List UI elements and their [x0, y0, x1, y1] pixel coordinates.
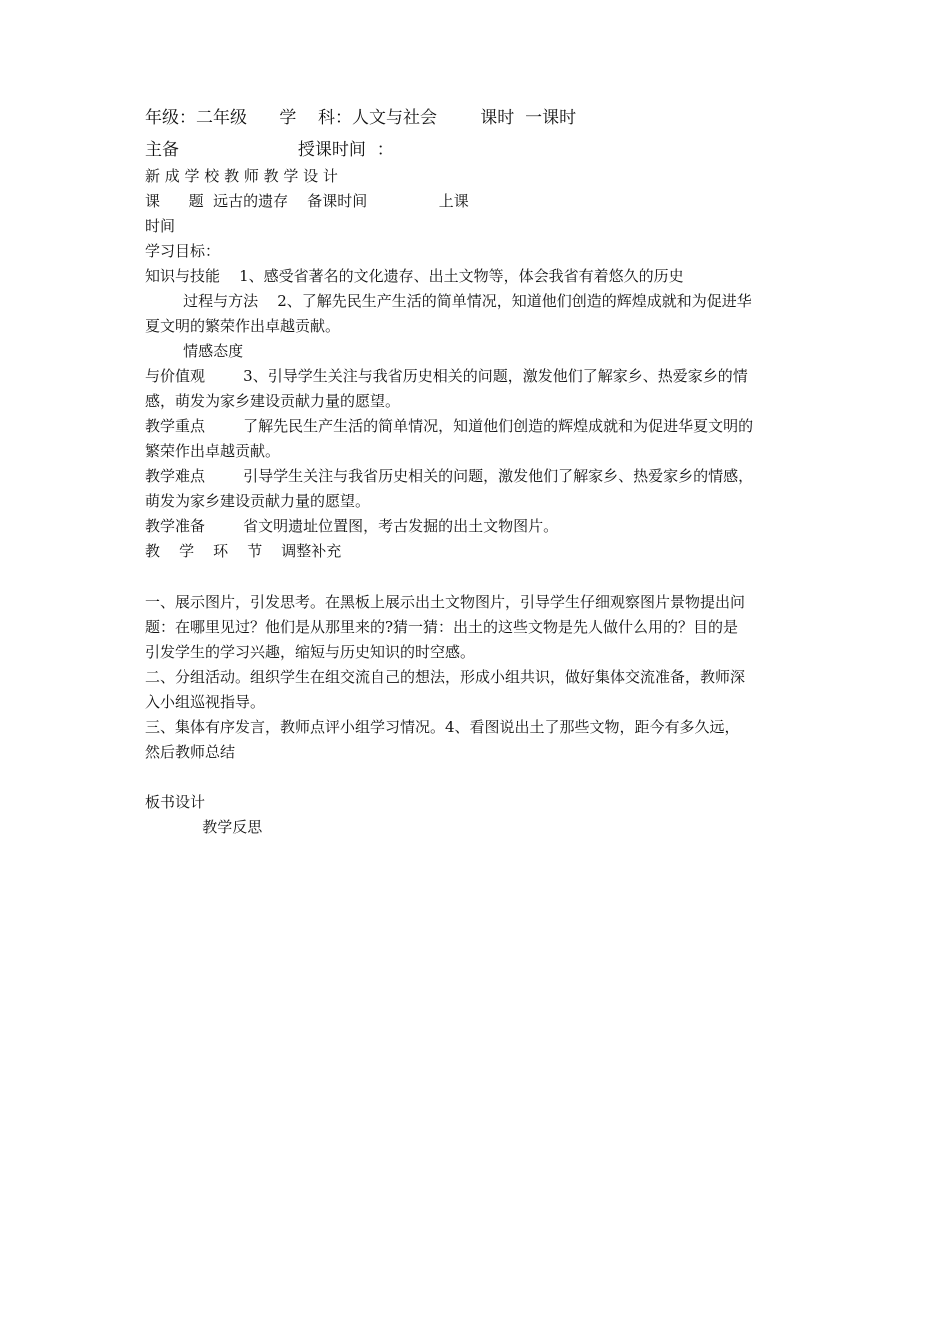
step1-line1: 一、展示图片，引发思考。在黑板上展示出土文物图片，引导学生仔细观察图片景物提出问: [145, 593, 746, 611]
objective-emotion-line3: 感，萌发为家乡建设贡献力量的愿望。: [145, 392, 401, 410]
objective-process-line2: 夏文明的繁荣作出卓越贡献。: [145, 317, 341, 335]
step2-line1: 二、分组活动。组织学生在组交流自己的想法，形成小组共识，做好集体交流准备，教师深: [145, 668, 746, 686]
step3-line1: 三、集体有序发言，教师点评小组学习情况。4、看图说出土了那些文物，距今有多久远，: [145, 718, 740, 736]
reflection-label: 教学反思: [145, 818, 263, 836]
header-grade-subject-line: 年级：二年级 学 科：人文与社会 课时 一课时: [145, 108, 577, 128]
header-preparer-line: 主备 授课时间 ：: [145, 140, 394, 160]
key-point-line1: 教学重点 了解先民生产生活的简单情况，知道他们创造的辉煌成就和为促进华夏文明的: [145, 417, 754, 435]
objective-emotion-line1: 情感态度: [145, 342, 244, 360]
time-label: 时间: [145, 217, 176, 235]
step1-line2: 题：在哪里见过？他们是从那里来的?猜一猜：出土的这些文物是先人做什么用的？目的是: [145, 618, 739, 636]
teaching-steps-heading: 教 学 环 节 调整补充: [145, 542, 342, 560]
preparation-line: 教学准备 省文明遗址位置图，考古发掘的出土文物图片。: [145, 517, 559, 535]
step2-line2: 入小组巡视指导。: [145, 693, 266, 711]
step3-line2: 然后教师总结: [145, 743, 236, 761]
objective-knowledge: 知识与技能 1、感受省著名的文化遗存、出土文物等，体会我省有着悠久的历史: [145, 267, 684, 285]
difficulty-line2: 萌发为家乡建设贡献力量的愿望。: [145, 492, 371, 510]
board-design-label: 板书设计: [145, 793, 206, 811]
key-point-line2: 繁荣作出卓越贡献。: [145, 442, 281, 460]
objective-emotion-line2: 与价值观 3、引导学生关注与我省历史相关的问题，激发他们了解家乡、热爱家乡的情: [145, 367, 748, 385]
objective-process-line1: 过程与方法 2、了解先民生产生活的简单情况，知道他们创造的辉煌成就和为促进华: [145, 292, 752, 310]
document-title: 新 成 学 校 教 师 教 学 设 计: [145, 167, 338, 185]
objectives-heading: 学习目标：: [145, 242, 221, 260]
difficulty-line1: 教学难点 引导学生关注与我省历史相关的问题，激发他们了解家乡、热爱家乡的情感，: [145, 467, 754, 485]
topic-line: 课 题 远古的遗存 备课时间 上课: [145, 192, 469, 210]
step1-line3: 引发学生的学习兴趣，缩短与历史知识的时空感。: [145, 643, 476, 661]
